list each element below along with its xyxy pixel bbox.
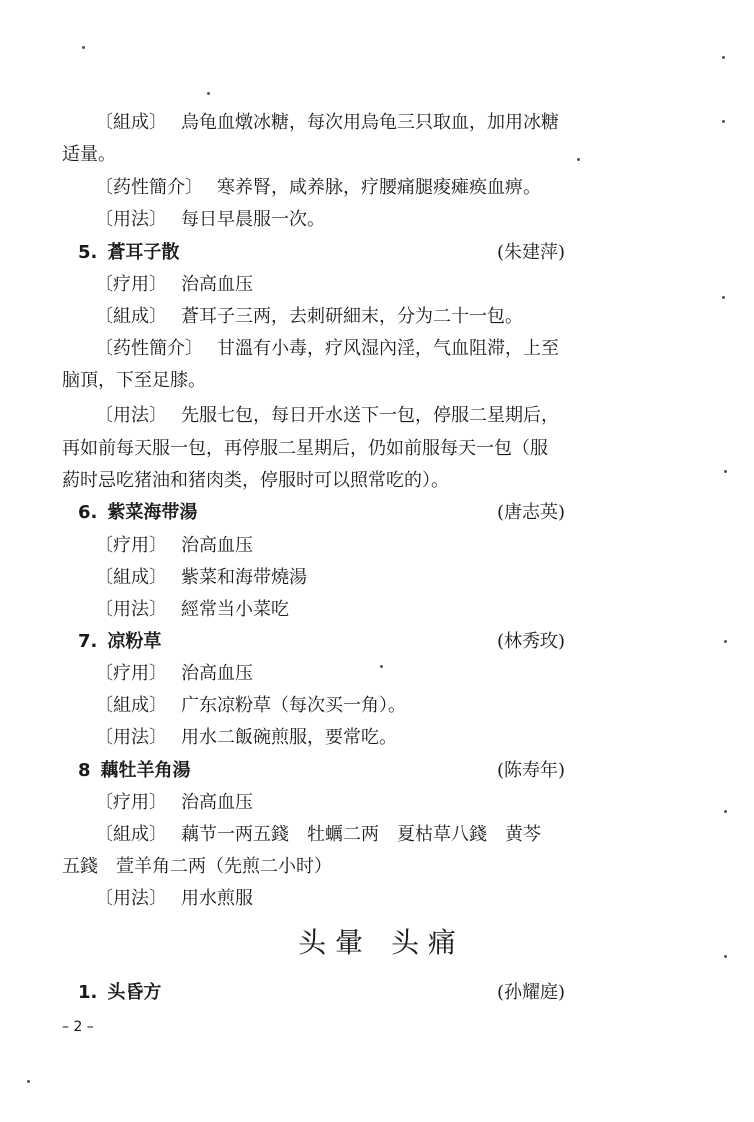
composition-label: 〔組成〕 — [95, 695, 167, 716]
indication-text: 治高血压 — [181, 663, 253, 684]
usage-cont: 再如前每天服一包，再停服二星期后，仍如前服每天一包（服 — [62, 438, 548, 459]
item-title — [78, 242, 179, 264]
usage-line — [95, 727, 397, 749]
usage-label: 〔用法〕 — [95, 888, 167, 909]
scan-speck — [722, 120, 725, 123]
usage-text: 先服七包，每日开水送下一包，停服二星期后， — [181, 405, 559, 426]
composition-line — [95, 306, 523, 328]
page-number: – 2 – — [62, 1019, 94, 1035]
scan-speck — [82, 46, 85, 49]
pharmacology-text: 甘溫有小毒，疗风湿內淫，气血阻滞，上至 — [217, 338, 559, 359]
item-number: 6. — [78, 502, 98, 523]
indication-label: 〔疗用〕 — [95, 792, 167, 813]
indication-label: 〔疗用〕 — [95, 663, 167, 684]
usage-label: 〔用法〕 — [95, 599, 167, 620]
item-source: (孙耀庭) — [497, 982, 566, 1003]
usage-line — [95, 405, 559, 427]
scan-speck — [577, 158, 580, 161]
item-name: 藕牡羊角湯 — [100, 760, 191, 781]
usage-line — [95, 888, 253, 910]
item-name: 头昏方 — [107, 982, 162, 1003]
composition-label: 〔組成〕 — [95, 112, 167, 133]
composition-label: 〔組成〕 — [95, 567, 167, 588]
item-title — [78, 631, 161, 653]
usage-label: 〔用法〕 — [95, 209, 167, 230]
item-number: 1. — [78, 982, 98, 1003]
scan-speck — [27, 1080, 30, 1083]
section-heading — [0, 925, 754, 961]
continued-composition-line — [95, 112, 559, 134]
pharmacology-label: 〔药性簡介〕 — [95, 338, 203, 359]
usage-line — [95, 599, 289, 621]
usage-label: 〔用法〕 — [95, 727, 167, 748]
item-number: 8 — [78, 760, 91, 781]
section-heading-part: 头 暈 — [298, 926, 363, 959]
item-source: (陈寿年) — [497, 760, 566, 781]
indication-line — [95, 663, 253, 685]
continued-usage-line — [95, 209, 325, 231]
composition-label: 〔組成〕 — [95, 306, 167, 327]
composition-text: 蒼耳子三两，去刺研細末，分为二十一包。 — [181, 306, 523, 327]
usage-cont: 葯时忌吃猪油和猪肉类，停服时可以照常吃的）。 — [62, 470, 449, 491]
indication-label: 〔疗用〕 — [95, 535, 167, 556]
composition-cont: 五錢 萱羊角二两（先煎二小时） — [62, 856, 332, 877]
composition-line — [95, 695, 406, 717]
usage-text: 用水二飯碗煎服，要常吃。 — [181, 727, 397, 748]
scan-speck — [724, 640, 727, 643]
scan-speck — [722, 296, 725, 299]
item-source: (唐志英) — [497, 502, 566, 523]
section-heading-part: 头 痛 — [391, 926, 456, 959]
pharmacology-line — [95, 338, 559, 360]
item-source: (林秀玫) — [497, 631, 566, 652]
composition-text: 紫菜和海带燒湯 — [181, 567, 307, 588]
item-title — [78, 982, 161, 1004]
composition-label: 〔組成〕 — [95, 824, 167, 845]
usage-text: 經常当小菜吃 — [181, 599, 289, 620]
usage-label: 〔用法〕 — [95, 405, 167, 426]
composition-text: 广东凉粉草（每次买一角）。 — [181, 695, 406, 716]
usage-text: 用水煎服 — [181, 888, 253, 909]
pharmacology-text: 寒养腎，咸养脉，疗腰痛腿痠瘫痪血痹。 — [217, 177, 541, 198]
item-number: 5. — [78, 242, 98, 263]
pharmacology-label: 〔药性簡介〕 — [95, 177, 203, 198]
continued-pharmacology-line — [95, 177, 541, 199]
pharmacology-cont: 脑頂，下至足膝。 — [62, 370, 206, 391]
usage-text: 每日早晨服一次。 — [181, 209, 325, 230]
scan-speck — [380, 665, 383, 668]
item-name: 蒼耳子散 — [107, 242, 180, 263]
indication-text: 治高血压 — [181, 792, 253, 813]
item-source: (朱建萍) — [497, 242, 566, 263]
item-title — [78, 760, 191, 782]
scan-speck — [724, 470, 727, 473]
item-number: 7. — [78, 631, 98, 652]
scan-speck — [722, 56, 725, 59]
item-name: 紫菜海带湯 — [107, 502, 198, 523]
indication-line — [95, 535, 253, 557]
indication-text: 治高血压 — [181, 535, 253, 556]
item-name: 凉粉草 — [107, 631, 162, 652]
scan-speck — [724, 810, 727, 813]
indication-text: 治高血压 — [181, 274, 253, 295]
scan-speck — [724, 955, 727, 958]
composition-line — [95, 824, 541, 846]
scan-speck — [207, 92, 210, 95]
indication-line — [95, 274, 253, 296]
continued-composition-cont: 适量。 — [62, 144, 116, 165]
composition-line — [95, 567, 307, 589]
item-title — [78, 502, 197, 524]
indication-line — [95, 792, 253, 814]
indication-label: 〔疗用〕 — [95, 274, 167, 295]
composition-text: 烏龟血燉冰糖，每次用烏龟三只取血，加用冰糖 — [181, 112, 559, 133]
composition-text: 藕节一两五錢 牡蠣二两 夏枯草八錢 黄芩 — [181, 824, 541, 845]
